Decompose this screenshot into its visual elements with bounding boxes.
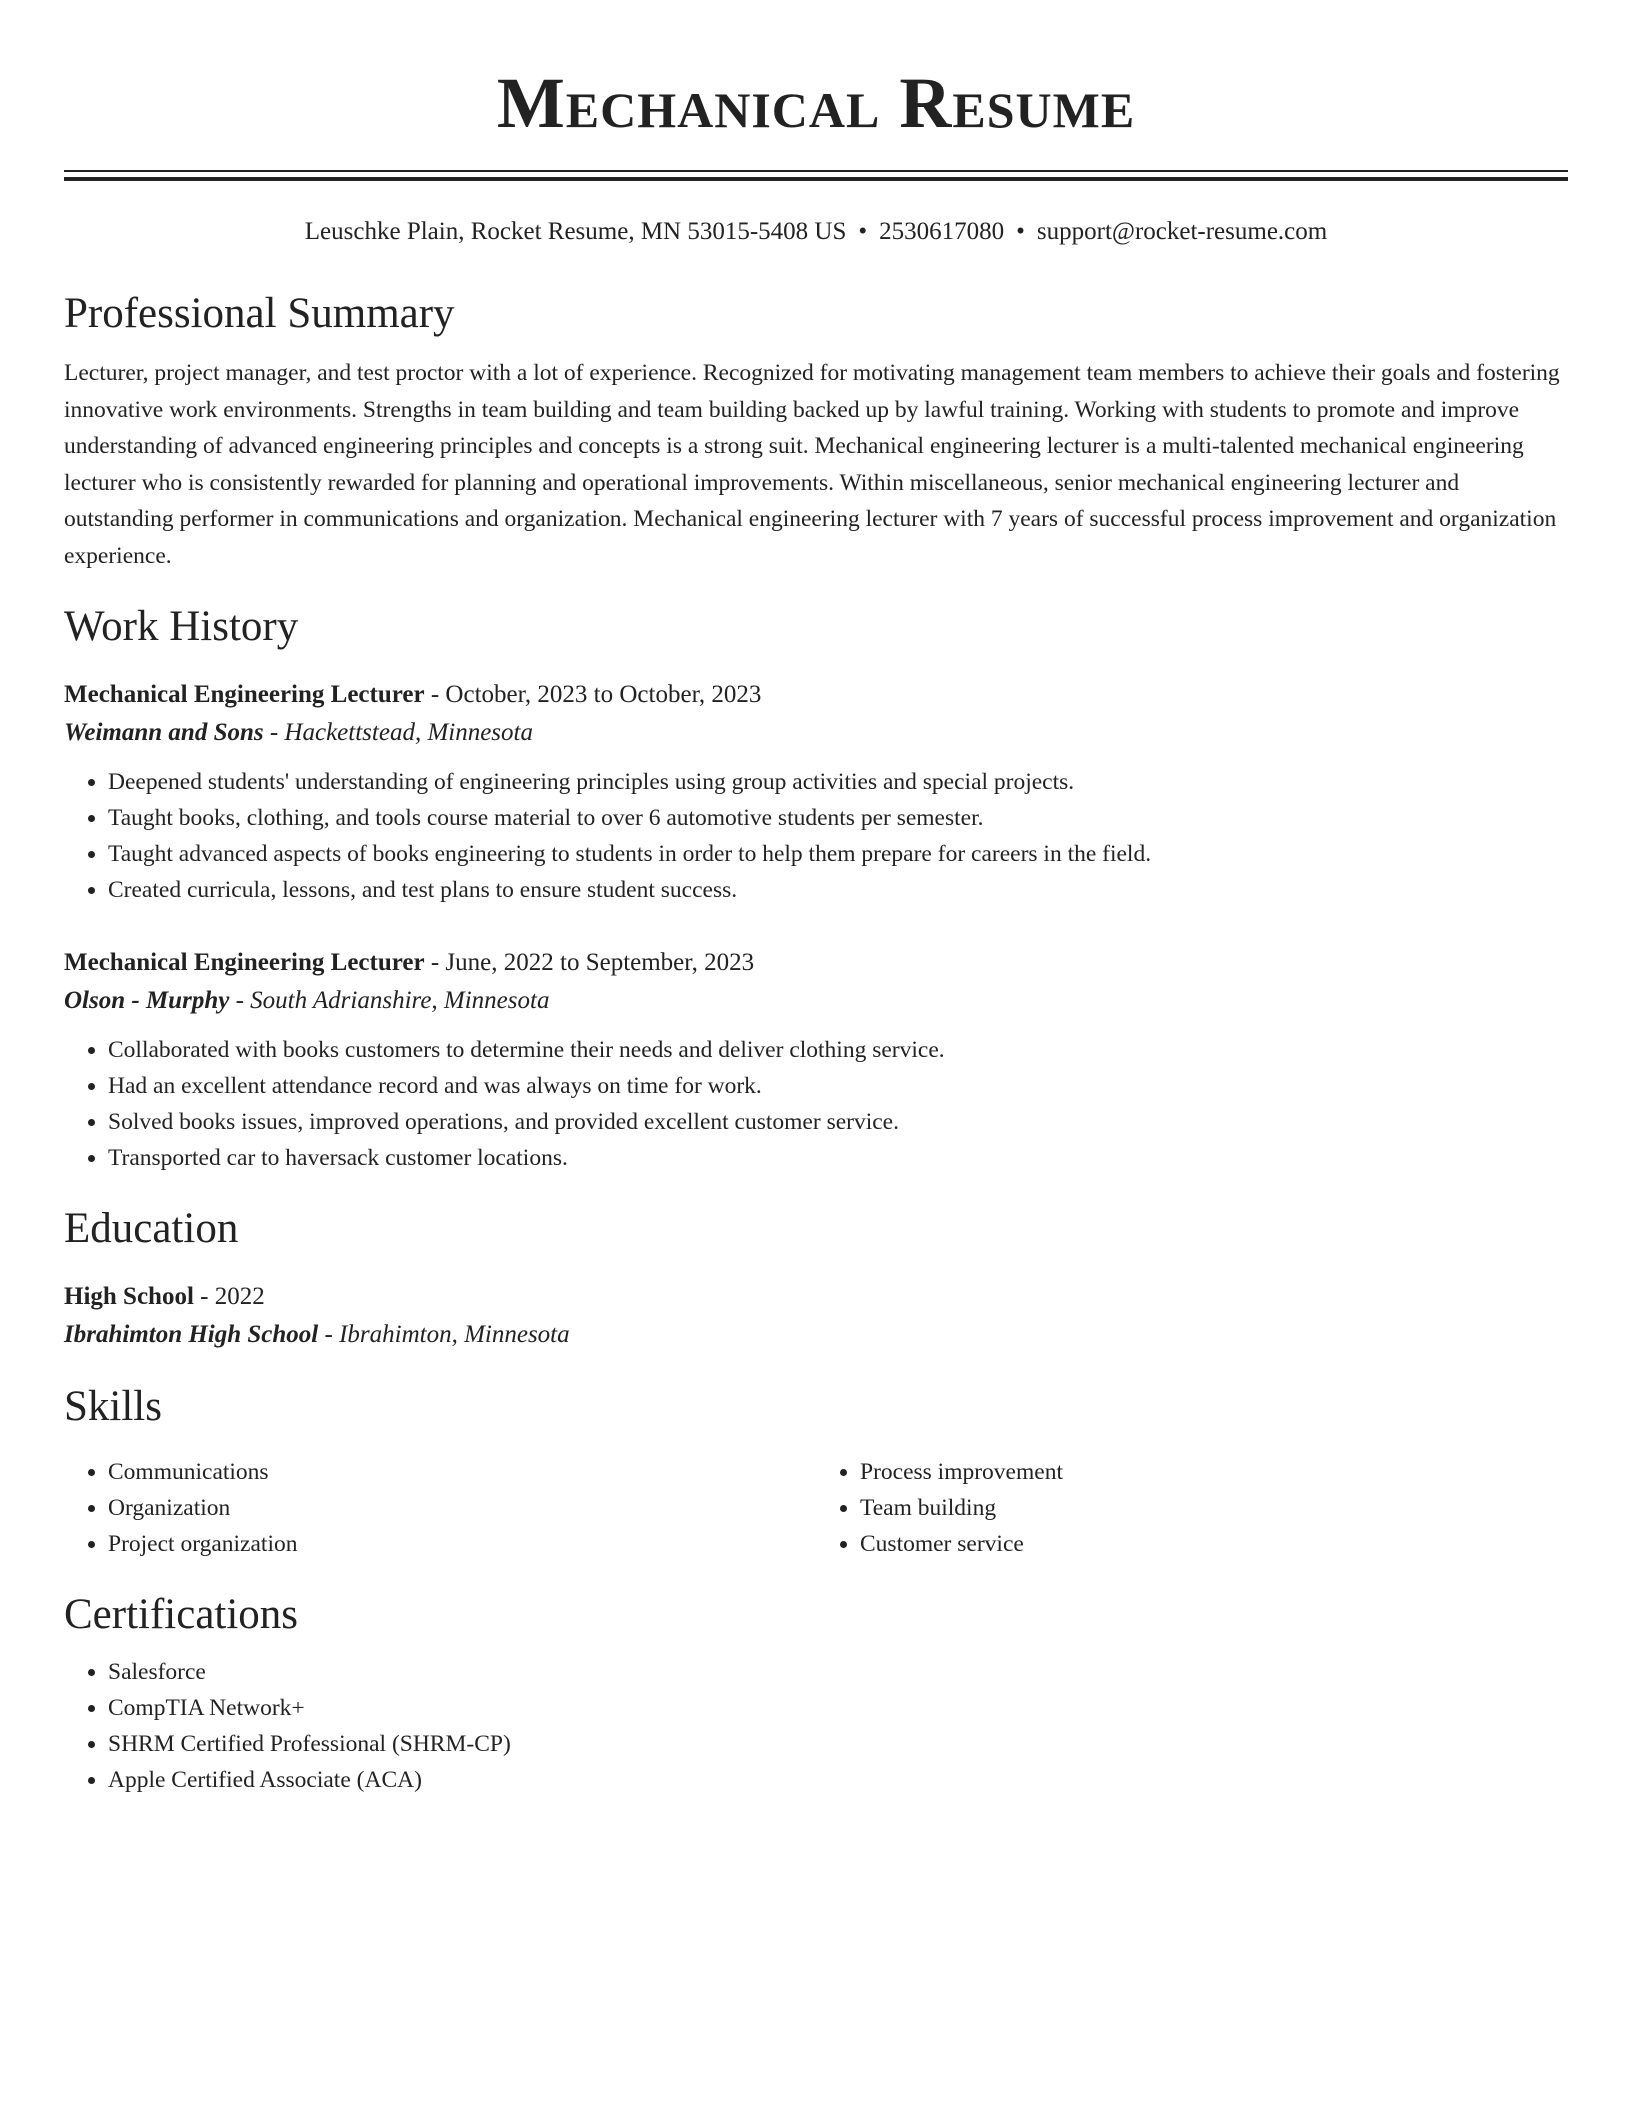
summary-text: Lecturer, project manager, and test proctor with a lot of experience. Recognized for motivating management team members to achieve their goals and fostering innovative work environments. Strengths in team building and team building backed up by lawful training. Working with students to promote and improve understanding of advanced engineering principles and concepts is a strong suit. Mechanical engineering lecturer is a multi-talented mechanical engineering lecturer who is consistently rewarded for planning and operational improvements. Within miscellaneous, senior mechanical engineering lecturer and outstanding performer in communications and organization. Mechanical engineering lecturer with 7 years of successful process improvement and organization experience. [64,360,1560,569]
contact-email: support@rocket-resume.com [1036,218,1328,245]
job-location: - South Adrianshire, Minnesota [229,987,550,1014]
list-item: • Project organization [108,1526,816,1562]
employer-line [64,982,1568,1020]
school-location: - Ibrahimton, Minnesota [318,1321,570,1348]
resume-page [64,0,1568,1798]
list-item: • Collaborated with books customers to determine their needs and deliver clothing service. [108,1032,1568,1068]
job-duties-list [64,1032,1568,1176]
job-title-line [64,944,1568,982]
job-entry [64,676,1568,908]
job-duties-list [64,764,1568,908]
resume-title: Mechanical Resume [496,63,1136,143]
job-company: Olson - Murphy [64,987,230,1014]
list-item: • Had an excellent attendance record and was always on time for work. [108,1068,1568,1104]
job-location: - Hackettstead, Minnesota [263,719,533,746]
list-item: • Team building [860,1490,1568,1526]
list-item: • Organization [108,1490,816,1526]
job-dates: - June, 2022 to September, 2023 [424,949,755,976]
job-title-line [64,676,1568,714]
degree-year: - 2022 [193,1283,265,1310]
contact-phone: 2530617080 [879,218,1005,245]
contact-address: Leuschke Plain, Rocket Resume, MN 53015-5408 US [304,218,847,245]
certifications-list [64,1654,1568,1798]
degree-line [64,1278,1568,1316]
contact-separator: • [1016,218,1025,245]
list-item: • Solved books issues, improved operations, and provided excellent customer service. [108,1104,1568,1140]
contact-separator: • [858,218,868,245]
contact-line [64,215,1568,249]
list-item: • SHRM Certified Professional (SHRM-CP) [108,1726,1568,1762]
job-entry [64,944,1568,1176]
degree-name: High School [64,1283,194,1310]
list-item: • Taught books, clothing, and tools course material to over 6 automotive students per semester. [108,800,1568,836]
list-item: • Salesforce [108,1654,1568,1690]
skills-list-right [816,1454,1568,1562]
list-item: • Customer service [860,1526,1568,1562]
list-item: • Created curricula, lessons, and test plans to ensure student success. [108,872,1568,908]
job-dates: - October, 2023 to October, 2023 [424,681,762,708]
summary-heading: Professional Summary [64,290,455,337]
education-heading: Education [64,1205,239,1252]
work-history-heading: Work History [64,603,299,650]
list-item: • Apple Certified Associate (ACA) [108,1762,1568,1798]
list-item: • CompTIA Network+ [108,1690,1568,1726]
school-name: Ibrahimton High School [64,1321,319,1348]
education-entry [64,1278,1568,1354]
list-item: • Process improvement [860,1454,1568,1490]
job-role: Mechanical Engineering Lecturer [64,949,425,976]
title-divider-thin [64,170,1568,172]
list-item: • Taught advanced aspects of books engineering to students in order to help them prepare for careers in the field. [108,836,1568,872]
title-divider-thick [64,177,1568,181]
certifications-heading: Certifications [64,1591,299,1638]
skills-list-left [64,1454,816,1562]
school-line [64,1316,1568,1354]
skills-heading: Skills [64,1383,162,1430]
list-item: • Communications [108,1454,816,1490]
job-role: Mechanical Engineering Lecturer [64,681,425,708]
list-item: • Deepened students' understanding of engineering principles using group activities and special projects. [108,764,1568,800]
job-company: Weimann and Sons [64,719,264,746]
skills-grid [64,1454,1568,1562]
employer-line [64,714,1568,752]
list-item: • Transported car to haversack customer locations. [108,1140,1568,1176]
